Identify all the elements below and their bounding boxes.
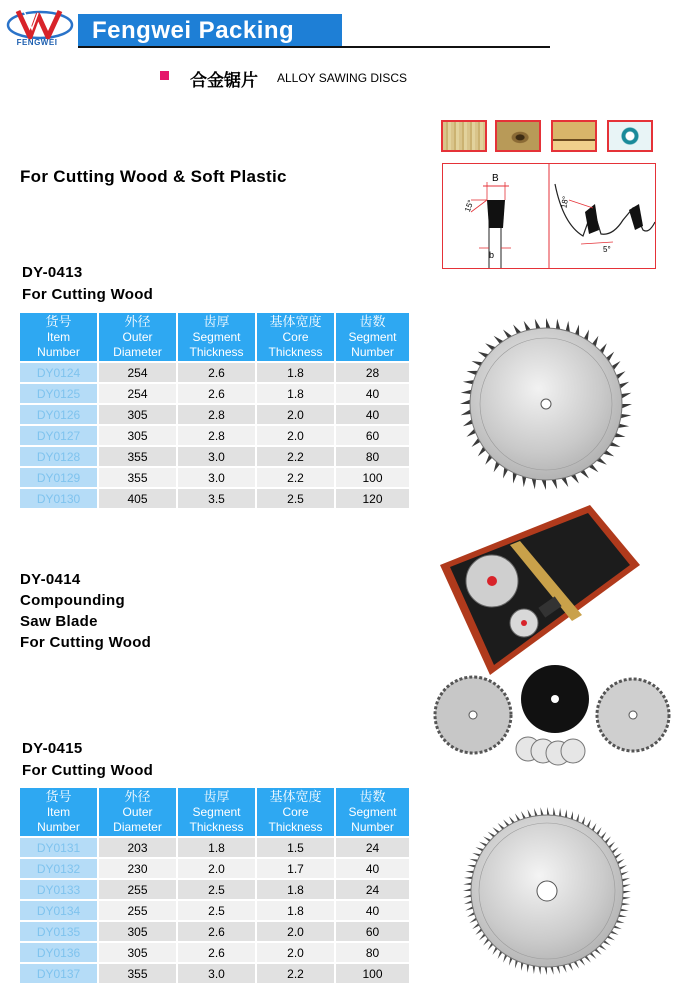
cell-outer-diameter: 305 [99, 405, 176, 424]
header-segment-number: 齿数 Segment Number [336, 313, 409, 361]
table-row [20, 901, 409, 920]
cell-core-thickness: 2.0 [257, 405, 334, 424]
cell-outer-diameter: 305 [99, 426, 176, 445]
cell-segment-thickness: 2.0 [178, 859, 255, 878]
cell-segment-thickness: 2.6 [178, 922, 255, 941]
diagram-angle-15: 15° [462, 198, 476, 214]
product-line-saw-blade: Saw Blade [20, 613, 98, 630]
cell-core-thickness: 2.2 [257, 447, 334, 466]
cell-segment-number: 40 [336, 901, 409, 920]
product-title-0413: For Cutting Wood [22, 286, 154, 303]
cell-segment-number: 60 [336, 922, 409, 941]
cell-item-number: DY0130 [20, 489, 97, 508]
product-line-compounding: Compounding [20, 592, 125, 609]
cell-segment-thickness: 2.8 [178, 405, 255, 424]
cell-core-thickness: 1.8 [257, 901, 334, 920]
table-row [20, 426, 409, 445]
cell-segment-thickness: 2.5 [178, 901, 255, 920]
plywood-thumbnail [551, 120, 597, 152]
cell-outer-diameter: 305 [99, 922, 176, 941]
table-row [20, 489, 409, 508]
cell-core-thickness: 2.5 [257, 489, 334, 508]
header-item-number: 货号 Item Number [20, 313, 97, 361]
cell-outer-diameter: 254 [99, 363, 176, 382]
cell-segment-thickness: 3.0 [178, 468, 255, 487]
cell-segment-thickness: 2.6 [178, 384, 255, 403]
cell-core-thickness: 2.2 [257, 964, 334, 983]
cell-outer-diameter: 230 [99, 859, 176, 878]
cell-segment-thickness: 3.0 [178, 447, 255, 466]
cell-item-number: DY0127 [20, 426, 97, 445]
cell-segment-number: 40 [336, 384, 409, 403]
header-core-thickness: 基体宽度 Core Thickness [257, 313, 334, 361]
cell-core-thickness: 1.5 [257, 838, 334, 857]
cell-item-number: DY0129 [20, 468, 97, 487]
header-segment-number: 齿数 Segment Number [336, 788, 409, 836]
tooth-geometry-diagram [442, 163, 656, 269]
cell-segment-number: 60 [336, 426, 409, 445]
table-row [20, 363, 409, 382]
cell-outer-diameter: 255 [99, 901, 176, 920]
category-marker-icon [160, 71, 169, 80]
table-row [20, 922, 409, 941]
header-segment-thickness: 齿厚 Segment Thickness [178, 788, 255, 836]
category-title-cn: 合金锯片 [190, 71, 258, 90]
cell-outer-diameter: 305 [99, 943, 176, 962]
header-segment-thickness: 齿厚 Segment Thickness [178, 313, 255, 361]
cell-item-number: DY0136 [20, 943, 97, 962]
cell-item-number: DY0137 [20, 964, 97, 983]
table-row [20, 384, 409, 403]
product-title-0415: For Cutting Wood [22, 762, 154, 779]
cell-segment-thickness: 2.8 [178, 426, 255, 445]
wood-grain-thumbnail [441, 120, 487, 152]
table-header-row [20, 788, 409, 836]
cell-item-number: DY0126 [20, 405, 97, 424]
product-code-0413: DY-0413 [22, 264, 83, 281]
header-outer-diameter: 外径 Outer Diameter [99, 313, 176, 361]
table-row [20, 447, 409, 466]
brand-title-bar [78, 14, 342, 47]
blade-kit-case-image [440, 505, 640, 680]
table-row [20, 859, 409, 878]
spec-table-0413 [18, 311, 411, 510]
header-outer-diameter: 外径 Outer Diameter [99, 788, 176, 836]
cell-core-thickness: 1.8 [257, 880, 334, 899]
cell-core-thickness: 1.8 [257, 384, 334, 403]
spec-table-0415 [18, 786, 411, 985]
cell-item-number: DY0133 [20, 880, 97, 899]
cell-segment-number: 80 [336, 943, 409, 962]
cell-item-number: DY0128 [20, 447, 97, 466]
section-headline: For Cutting Wood & Soft Plastic [20, 167, 287, 186]
saw-blade-80t-image [462, 806, 632, 976]
product-title-0414: For Cutting Wood [20, 634, 152, 651]
table-row [20, 405, 409, 424]
wood-knot-thumbnail [495, 120, 541, 152]
blade-kit-contents-image [433, 663, 673, 768]
cell-core-thickness: 1.7 [257, 859, 334, 878]
cell-item-number: DY0132 [20, 859, 97, 878]
cell-segment-thickness: 2.6 [178, 363, 255, 382]
logo-wordmark: FENGWEI [16, 38, 58, 47]
cell-segment-number: 24 [336, 880, 409, 899]
plastic-chips-thumbnail [607, 120, 653, 152]
cell-outer-diameter: 355 [99, 447, 176, 466]
header-item-number: 货号 Item Number [20, 788, 97, 836]
cell-segment-thickness: 3.0 [178, 964, 255, 983]
diagram-angle-18: 18° [559, 195, 571, 209]
cell-segment-number: 120 [336, 489, 409, 508]
cell-segment-number: 40 [336, 405, 409, 424]
category-title-en: ALLOY SAWING DISCS [277, 71, 408, 85]
cell-segment-number: 28 [336, 363, 409, 382]
cell-segment-thickness: 3.5 [178, 489, 255, 508]
cell-outer-diameter: 255 [99, 880, 176, 899]
diagram-label-b-small: b [489, 250, 495, 260]
header-rule [78, 46, 550, 48]
table-row [20, 964, 409, 983]
table-header-row [20, 313, 409, 361]
cell-item-number: DY0134 [20, 901, 97, 920]
cell-outer-diameter: 405 [99, 489, 176, 508]
cell-item-number: DY0124 [20, 363, 97, 382]
cell-outer-diameter: 355 [99, 964, 176, 983]
diagram-angle-5: 5° [603, 245, 611, 254]
table-row [20, 943, 409, 962]
cell-item-number: DY0135 [20, 922, 97, 941]
cell-outer-diameter: 355 [99, 468, 176, 487]
saw-blade-40t-image [458, 316, 634, 492]
cell-segment-number: 40 [336, 859, 409, 878]
cell-segment-number: 100 [336, 964, 409, 983]
cell-item-number: DY0125 [20, 384, 97, 403]
brand-title: Fengwei Packing [92, 17, 295, 44]
table-row [20, 468, 409, 487]
cell-segment-number: 100 [336, 468, 409, 487]
cell-segment-thickness: 2.6 [178, 943, 255, 962]
cell-segment-number: 24 [336, 838, 409, 857]
cell-core-thickness: 1.8 [257, 363, 334, 382]
cell-segment-thickness: 1.8 [178, 838, 255, 857]
cell-outer-diameter: 203 [99, 838, 176, 857]
cell-core-thickness: 2.0 [257, 943, 334, 962]
table-row [20, 880, 409, 899]
product-code-0414: DY-0414 [20, 571, 81, 588]
cell-core-thickness: 2.0 [257, 426, 334, 445]
table-row [20, 838, 409, 857]
cell-item-number: DY0131 [20, 838, 97, 857]
cell-segment-thickness: 2.5 [178, 880, 255, 899]
cell-core-thickness: 2.0 [257, 922, 334, 941]
cell-core-thickness: 2.2 [257, 468, 334, 487]
diagram-label-b: B [492, 173, 499, 184]
cell-segment-number: 80 [336, 447, 409, 466]
header-core-thickness: 基体宽度 Core Thickness [257, 788, 334, 836]
cell-outer-diameter: 254 [99, 384, 176, 403]
product-code-0415: DY-0415 [22, 740, 83, 757]
